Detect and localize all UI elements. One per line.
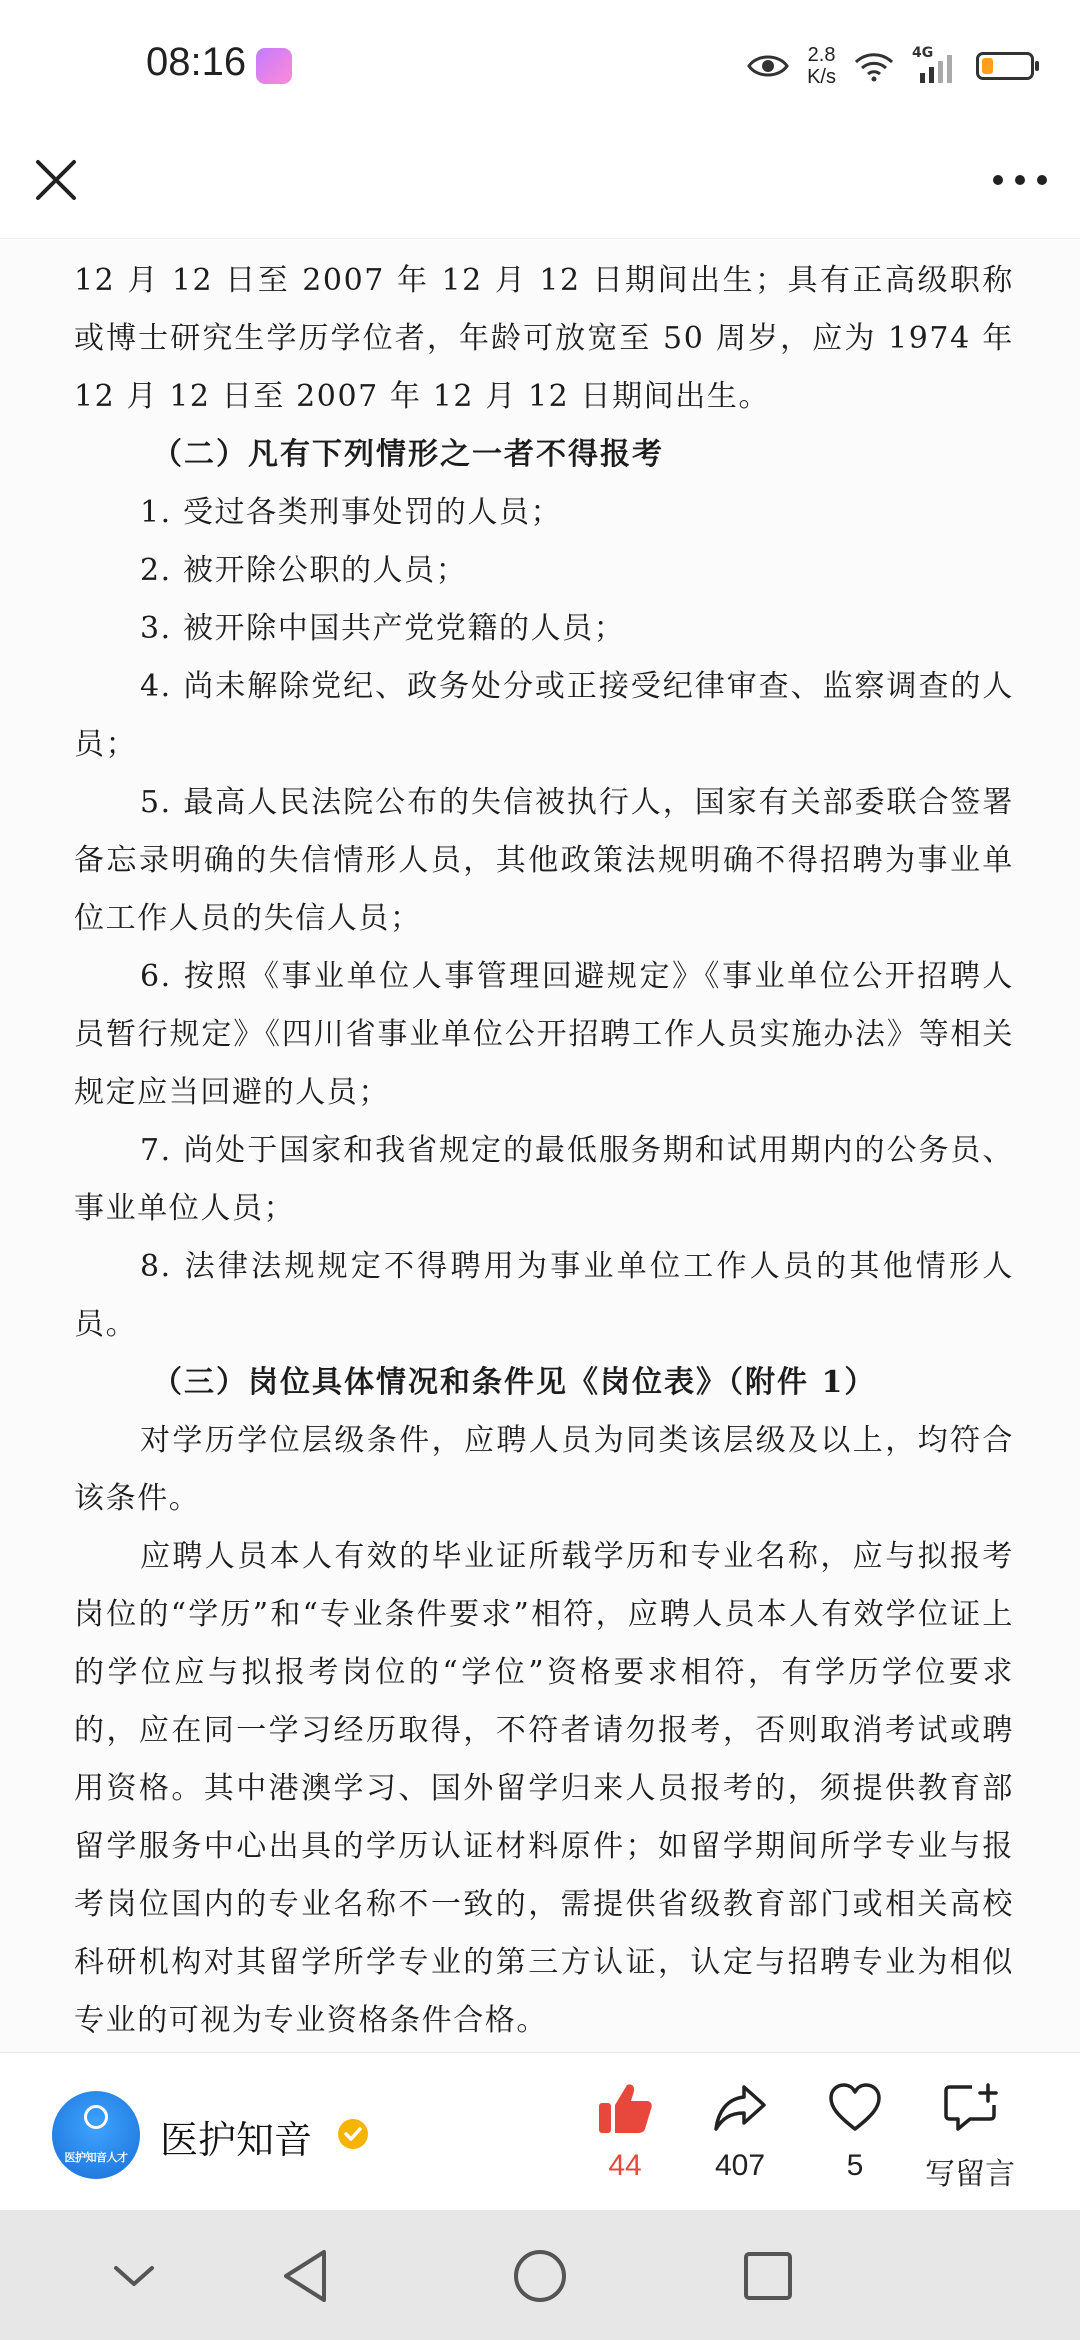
account-name[interactable]: 医护知音 [160, 2118, 313, 2162]
document-viewer[interactable] [0, 240, 1080, 2052]
paragraph: 2. 被开除公职的人员； [140, 553, 468, 588]
paragraph: 5. 最高人民法院公布的失信被执行人，国家有关部委联合签署备忘录明确的失信情形人员，其他政策法规明确不得招聘为事业单位工作人员的失信人员； [74, 785, 1014, 936]
write-comment-button[interactable] [915, 2081, 1025, 2193]
nav-back-button[interactable] [272, 2240, 344, 2312]
favorite-count: 5 [846, 2149, 864, 2182]
status-bar [0, 0, 1080, 130]
weather-app-icon [256, 48, 292, 84]
nav-recents-button[interactable] [732, 2240, 804, 2312]
document-body [74, 252, 1014, 2050]
paragraph: 对学历学位层级条件，应聘人员为同类该层级及以上，均符合该条件。 [74, 1423, 1014, 1516]
eye-icon [747, 51, 789, 81]
favorite-button[interactable] [800, 2081, 910, 2183]
battery-icon [976, 52, 1034, 80]
network-type: 4G [912, 45, 934, 61]
nav-home-button[interactable] [504, 2240, 576, 2312]
paragraph: 7. 尚处于国家和我省规定的最低服务期和试用期内的公务员、事业单位人员； [74, 1133, 1014, 1226]
share-count: 407 [714, 2149, 766, 2182]
system-navigation-bar [0, 2210, 1080, 2340]
more-button[interactable] [984, 148, 1056, 212]
paragraph: 6. 按照《事业单位人事管理回避规定》《事业单位公开招聘人员暂行规定》《四川省事业单位公开招聘工作人员实施办法》等相关规定应当回避的人员； [74, 959, 1014, 1110]
comment-add-icon [942, 2081, 998, 2135]
signal-icon [912, 45, 958, 83]
paragraph: 12 月 12 日至 2007 年 12 月 12 日期间出生；具有正高级职称或博士研究生学历学位者，年龄可放宽至 50 周岁，应为 1974 年 12 月 12 日至 2007 年 12 月 12 日期间出生。 [74, 263, 1014, 414]
share-button[interactable] [685, 2081, 795, 2183]
paragraph: 4. 尚未解除党纪、政务处分或正接受纪律审查、监察调查的人员； [74, 669, 1014, 762]
close-button[interactable] [24, 148, 88, 212]
paragraph: 应聘人员本人有效的毕业证所载学历和专业名称，应与拟报考岗位的“学历”和“专业条件要求”相符，应聘人员本人有效学位证上的学位应与拟报考岗位的“学位”资格要求相符，有学历学位要求的，应在同一学习经历取得，不符者请勿报考，否则取消考试或聘用资格。其中港澳学习、国外留学归来人员报考的，须提供教育部留学服务中心出具的学历认证材料原件；如留学期间所学专业与报考岗位国内的专业名称不一致的，需提供省级教育部门或相关高校科研机构对其留学所学专业的第三方认证，认定与招聘专业为相似专业的可视为专业资格条件合格。 [74, 1539, 1014, 2038]
account-avatar[interactable] [52, 2091, 140, 2179]
heart-icon [827, 2081, 883, 2135]
paragraph: 8. 法律法规规定不得聘用为事业单位工作人员的其他情形人员。 [74, 1249, 1014, 1342]
verified-badge-icon [336, 2117, 370, 2151]
avatar-text: 医护知音人才 [64, 2151, 128, 2164]
status-time: 08:16 [146, 40, 247, 84]
write-comment-label: 写留言 [925, 2158, 1015, 2191]
avatar-logo-icon [84, 2105, 108, 2129]
wifi-icon [854, 50, 894, 82]
nav-collapse-button[interactable] [98, 2240, 170, 2312]
close-icon [24, 148, 88, 212]
paragraph: 1. 受过各类刑事处罚的人员； [140, 495, 563, 530]
share-icon [712, 2081, 768, 2135]
network-speed: 2.8 K/s [807, 44, 836, 88]
like-count: 44 [608, 2149, 642, 2182]
thumbs-up-icon [597, 2081, 653, 2135]
section-title: （三）岗位具体情况和条件见《岗位表》（附件 1） [152, 1365, 877, 1400]
like-button[interactable] [570, 2081, 680, 2183]
section-title: （二）凡有下列情形之一者不得报考 [152, 437, 664, 472]
status-icons [747, 42, 1034, 90]
paragraph: 3. 被开除中国共产党党籍的人员； [140, 611, 626, 646]
more-icon [984, 148, 1056, 212]
top-bar [0, 130, 1080, 239]
bottom-action-bar [0, 2052, 1080, 2211]
